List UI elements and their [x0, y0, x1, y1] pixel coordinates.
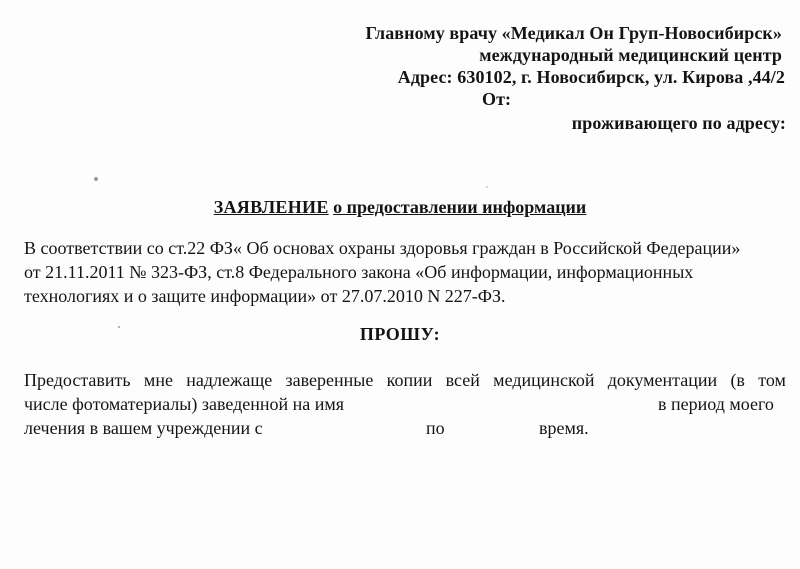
request-line-1 [24, 368, 786, 392]
request-heading: ПРОШУ: [359, 324, 441, 344]
scan-speck [486, 186, 488, 188]
legal-basis-line: технологиях и о защите информации» от 27.07.2010 N 227-ФЗ. [24, 286, 506, 306]
document-title-main: ЗАЯВЛЕНИЕ [213, 197, 329, 217]
addressee-org-line: международный медицинский центр [479, 45, 782, 65]
request-word: копии [386, 370, 433, 390]
request-time-label: время. [539, 418, 589, 438]
request-word: Предоставить [24, 370, 131, 390]
request-from-date-label: лечения в вашем учреждении с [24, 418, 263, 438]
request-word: мне [143, 370, 173, 390]
address-line: Адрес: 630102, г. Новосибирск, ул. Кирова ,44/2 [397, 67, 785, 87]
request-paragraph [24, 368, 786, 440]
request-line-3 [24, 416, 786, 440]
request-line-2 [24, 392, 786, 416]
request-word: всей [445, 370, 480, 390]
document-title-rest: о предоставлении информации [333, 197, 587, 217]
residence-label: проживающего по адресу: [571, 113, 786, 133]
legal-basis-paragraph [24, 236, 786, 308]
document-title [0, 196, 800, 218]
request-word: документации [607, 370, 718, 390]
request-word: медицинской [493, 370, 595, 390]
scan-speck [94, 177, 98, 181]
request-period-label: в период моего [658, 394, 774, 414]
request-word: надлежаще [186, 370, 273, 390]
from-label: От: [482, 89, 512, 109]
request-word: (в [730, 370, 745, 390]
legal-basis-line: от 21.11.2011 № 323-ФЗ, ст.8 Федерального закона «Об информации, информационных [24, 262, 694, 282]
request-word: том [758, 370, 786, 390]
legal-basis-line: В соответствии со ст.22 ФЗ« Об основах охраны здоровья граждан в Российской Федерации» [24, 238, 741, 258]
request-word: заверенные [285, 370, 374, 390]
request-to-date-label: по [426, 418, 445, 438]
addressee-line: Главному врачу «Медикал Он Груп-Новосибирск» [365, 23, 782, 43]
scan-speck [118, 326, 120, 328]
request-name-label: числе фотоматериалы) заведенной на имя [24, 394, 345, 414]
